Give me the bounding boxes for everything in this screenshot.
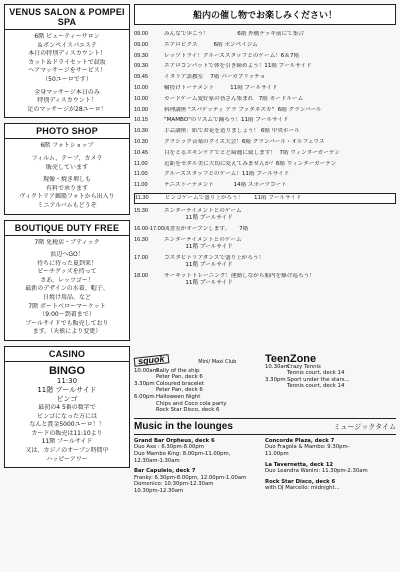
photo-title: PHOTO SHOP: [5, 124, 129, 139]
event-desc: 近距をセダル美に大切に変えてみませんか？6階 ウィンターガーデン: [164, 160, 337, 167]
sidebar: [4, 4, 130, 473]
box-line: 11階 プールサイド: [41, 438, 93, 446]
schedule-item: [134, 139, 396, 146]
venue-line: Domenico: 10.30pm-12.30am: [134, 481, 214, 488]
box-line: 有料で承ります: [45, 184, 88, 192]
venue-line: Duo Mambo King: 8.00pm-11.00pm,: [134, 450, 231, 457]
venue-block: [134, 438, 265, 464]
event-time: 10.30: [134, 138, 148, 145]
mini-event-row: [134, 381, 265, 388]
venue-block: [265, 462, 396, 475]
bottom-section: [134, 353, 396, 499]
box-line: ハッピーアワー: [46, 455, 88, 463]
mini-event-line: Rally of the ship: [156, 367, 200, 374]
mini-event-time: 10.00am: [134, 367, 158, 374]
mini-event-row: [134, 387, 265, 394]
box-line: 最新のデザインの水着、帽子、: [25, 285, 109, 293]
event-desc: 手芸講座：紙でお花を造りましょう！ 6階 中央ホール: [164, 128, 300, 135]
mini-event-line: Peter Pan, deck 6: [156, 387, 203, 394]
venue-line: Duo Fragola & Mambo: 9.30pm-: [265, 444, 350, 451]
event-desc: エンターテイメントとのゲーム 11階 プールサイド: [164, 207, 242, 221]
schedule-item: [134, 237, 396, 251]
main-panel: [134, 4, 396, 291]
music-title-jp: ミュージックタイム: [333, 422, 396, 431]
mini-event-row: [265, 377, 396, 384]
venue-line: Duo Axe : 6.30pm-8.00pm: [134, 444, 204, 451]
box-line: 待ちに待った夏到来！: [36, 259, 97, 267]
event-desc: エンターテイメントとのゲーム 11階 プールサイド: [164, 236, 242, 250]
spa-box: [4, 4, 130, 118]
box-line: 全身マッサージ本日のみ: [34, 88, 100, 96]
schedule-item: [134, 255, 396, 269]
event-time: 16.00-17.00: [134, 225, 164, 232]
casino-body: [5, 362, 129, 467]
venue-name: Bar Capuleio, deck 7: [134, 468, 196, 475]
event-time: 15.30: [134, 207, 148, 214]
venue-line: 11.00pm: [265, 450, 289, 457]
spa-body: [5, 30, 129, 117]
music-header: [134, 418, 396, 435]
schedule-item: [134, 182, 396, 189]
venue-block: [134, 468, 265, 494]
event-desc: カードゲーム愛好家の皆さん集まれ 7階 カードルーム: [164, 95, 304, 102]
schedule-item: [134, 63, 396, 70]
teen-column: [265, 353, 396, 414]
venue-line: 12.30am-1.30am: [134, 457, 180, 464]
schedule-item: [134, 150, 396, 157]
music-venues: [134, 438, 396, 499]
box-line: 6階 フォトショップ: [40, 142, 94, 150]
mini-event-line: Halloween Night: [156, 393, 201, 400]
event-desc: 料理講座 "スパゲッティ アラ ブッタネスカ" 6階 グランバール: [164, 106, 322, 113]
event-time: 11.00: [134, 171, 148, 178]
box-line: カット＆ドライセットで試坂: [28, 58, 106, 66]
photo-body: [5, 139, 129, 213]
box-line: 特別ディスカウント！: [37, 97, 97, 105]
box-line: プールサイドでも販売しており: [25, 319, 109, 327]
event-desc: 目をとるスキンケアでとど綺麗に致します！ 7階 ウィンターガーデン: [164, 149, 340, 156]
club-label: Mini/ Maxi Club: [198, 359, 237, 365]
schedule-item: [134, 161, 396, 168]
mini-event-row: [134, 368, 265, 375]
venue-name: Grand Bar Orpheus, deck 6: [134, 437, 215, 444]
box-line: 6階 ビューティーサロン: [34, 33, 100, 40]
venue-line: Franky: 6.30pm-8.00pm, 12.00pm-1.00am: [134, 474, 247, 481]
event-time: 09.30: [134, 52, 148, 59]
event-time: 11.00: [134, 182, 148, 189]
event-time: 10.15: [134, 117, 148, 124]
event-desc: 図書室がオープンします。 7階: [164, 225, 249, 232]
schedule-item: [134, 85, 396, 92]
event-desc: ビンゴゲームで盛り上がろう！ 11階 プールサイド: [165, 194, 302, 201]
venue-block: [265, 479, 396, 492]
boutique-box: [4, 220, 130, 342]
event-desc: サーキットトレーニング！運動しながら船内を駆け巡ろう！ 11階 プールサイド: [164, 272, 315, 286]
event-desc: "MAMBO"のリズムで踊ろう！11階 プールサイド: [164, 117, 289, 124]
mini-event-row: [134, 407, 265, 414]
schedule-item: [134, 208, 396, 222]
schedule-item: [134, 96, 396, 103]
mini-event-line: Crazy Tennis: [287, 363, 321, 370]
photo-box: [4, 123, 130, 214]
box-line: 最初の4 5番の数字で: [38, 404, 96, 412]
mini-event-time: 3.30pm: [265, 376, 286, 383]
event-desc: クラシック音楽のクイズ大会！6階 グランバール・オルフェウス: [164, 138, 325, 145]
event-desc: クルーズスタッフとのゲーム！11階 プールサイド: [164, 171, 290, 178]
mini-event-line: Chips and Coco cola party: [156, 400, 227, 407]
mini-event-row: [265, 364, 396, 371]
mini-event-line: Rock Star Disco, deck 6: [156, 407, 220, 414]
box-line: ヘアマッサージをサービス！: [28, 67, 106, 75]
casino-place: 11階 プールサイド: [37, 386, 97, 395]
box-line: ビーチグッズを持って: [37, 268, 97, 276]
mini-event-time: [265, 383, 287, 390]
event-time: 10.30: [134, 128, 148, 135]
box-line: ミニアルバムもどうぞ: [37, 201, 97, 209]
schedule-list: [134, 31, 396, 287]
schedule-item: [134, 226, 396, 233]
event-time: 11.00: [134, 160, 148, 167]
event-time: 09.00: [134, 31, 148, 37]
mini-event-line: Coloured bracelet: [156, 380, 204, 387]
schedule-item: [134, 107, 396, 114]
event-desc: テニストーナメント 14階 スポーツコート: [164, 182, 287, 189]
event-time: 10.00: [134, 106, 148, 113]
schedule-item: [134, 128, 396, 135]
mini-event-time: [265, 370, 287, 377]
event-time: 10.00: [134, 95, 148, 102]
teen-events: [265, 364, 396, 390]
event-desc: イタリア語教室 7階 パーカプリッチョ: [164, 74, 266, 81]
boutique-title: BOUTIQUE DUTY FREE: [5, 221, 129, 236]
mini-event-time: 6.00pm: [134, 393, 155, 400]
squok-logo: squok: [134, 354, 169, 366]
event-time: 16.30: [134, 236, 148, 243]
box-line: フィルム、テープ、カメラ: [31, 154, 103, 162]
schedule-item: [134, 74, 396, 81]
event-time: 10.45: [134, 149, 148, 156]
teen-title: TeenZone: [265, 353, 317, 365]
box-line: 7階 免税店・ブティック: [34, 238, 100, 246]
event-time: 09.45: [134, 74, 148, 81]
box-line: ＆ポンペイスパエステ: [37, 41, 97, 49]
mini-event-time: [134, 387, 156, 394]
venue-name: Concorde Plaza, deck 7: [265, 437, 335, 444]
venue-block: [265, 438, 396, 458]
venue-line: 10.30pm-12.30am: [134, 487, 184, 494]
event-time: 09.30: [134, 63, 148, 70]
mini-event-line: Sport under the stars...: [287, 376, 350, 383]
schedule-item: [134, 42, 396, 49]
mini-event-line: Tennis court, deck 14: [287, 370, 345, 377]
box-line: 日焼け用品、など: [42, 294, 91, 302]
schedule-item: [134, 53, 396, 60]
mini-event-time: [134, 407, 156, 414]
event-desc: みんなで歩こう！ 6階 外側デッキ前にて集合: [164, 31, 304, 37]
club-column: [134, 353, 265, 414]
venue-name: Rock Star Disco, deck 6: [265, 478, 336, 485]
boutique-body: [5, 236, 129, 341]
mini-event-row: [265, 370, 396, 377]
event-desc: エアロビクス 6階 ポンペイジム: [164, 41, 258, 48]
box-line: （50ユーロです）: [42, 75, 92, 83]
event-desc: 輪投げトーナメント 11階 プールサイド: [164, 84, 278, 91]
schedule-item: [134, 117, 396, 124]
mini-event-row: [265, 383, 396, 390]
box-line: （9:00～到着まで）: [39, 311, 95, 319]
schedule-item: [134, 31, 396, 38]
casino-game-jp: ビンゴ: [56, 395, 78, 404]
mini-event-time: 10.30am: [265, 363, 289, 370]
mini-event-row: [134, 394, 265, 401]
event-time: 18.00: [134, 272, 148, 279]
mini-event-row: [134, 401, 265, 408]
box-line: カードの販売は11:10より: [31, 429, 103, 437]
schedule-item: [134, 193, 396, 204]
event-desc: コスタビトリアダンスで盛り上がろう！ 11階 プールサイド: [164, 254, 265, 268]
mini-event-time: [134, 401, 156, 408]
casino-time: 11:30: [56, 377, 78, 386]
music-right-column: [265, 438, 396, 499]
box-line: 販売しています: [45, 163, 88, 171]
box-line: 7階 ポートベローマーケット: [28, 302, 106, 310]
schedule-item: [134, 273, 396, 287]
mini-event-time: [134, 374, 156, 381]
mini-event-line: Tennis court, deck 14: [287, 383, 345, 390]
mini-event-row: [134, 374, 265, 381]
box-line: ヴィクトリア郵船フォトから出入り: [19, 193, 115, 201]
event-desc: エアロコンパットで体を引き締めよう！11階 プールサイド: [164, 63, 312, 70]
page-title: 船内の催し物でお楽しみください！: [134, 4, 396, 25]
event-desc: レッツトライ！クルーズスタッフとのゲーム！6＆7階: [164, 52, 300, 59]
venue-line: Duo Leandra Wanini: 11.30pm-2.30am: [265, 468, 368, 475]
casino-game: BINGO: [48, 365, 86, 378]
casino-title: CASINO: [5, 347, 129, 362]
box-line: 現像・焼き増しも: [42, 176, 91, 184]
casino-lines: [8, 404, 126, 464]
schedule-item: [134, 171, 396, 178]
mini-event-line: Peter Pan, deck 6: [156, 374, 203, 381]
venue-name: La Tavernetta, deck 12: [265, 461, 334, 468]
box-line: 浜辺へGO！: [50, 251, 84, 259]
box-line: 本日の特別ディスカウント！: [28, 50, 106, 58]
event-time: 10.00: [134, 84, 148, 91]
event-time: 09.00: [134, 41, 148, 48]
venue-line: with DJ Marcello: midnight...: [265, 485, 340, 492]
box-line: ます。（天候により変更）: [32, 328, 102, 336]
spa-title: VENUS SALON & POMPEI SPA: [5, 5, 129, 30]
box-line: なんと賞金5000ユーロ！！: [29, 421, 105, 429]
box-line: 又は、カジノのオープン時間中: [25, 447, 109, 454]
music-left-column: [134, 438, 265, 499]
event-time: 17.00: [134, 254, 148, 261]
box-line: さあ、レッツゴー！: [40, 276, 94, 284]
mini-event-time: 3.30pm: [134, 380, 155, 387]
club-events: [134, 368, 265, 414]
music-title: Music in the lounges: [134, 420, 233, 432]
casino-box: [4, 346, 130, 468]
box-line: 足のマッサージが28ユーロ！: [27, 105, 107, 113]
event-time: 11.30: [135, 194, 149, 201]
box-line: ビンゴになった方には: [36, 412, 97, 420]
